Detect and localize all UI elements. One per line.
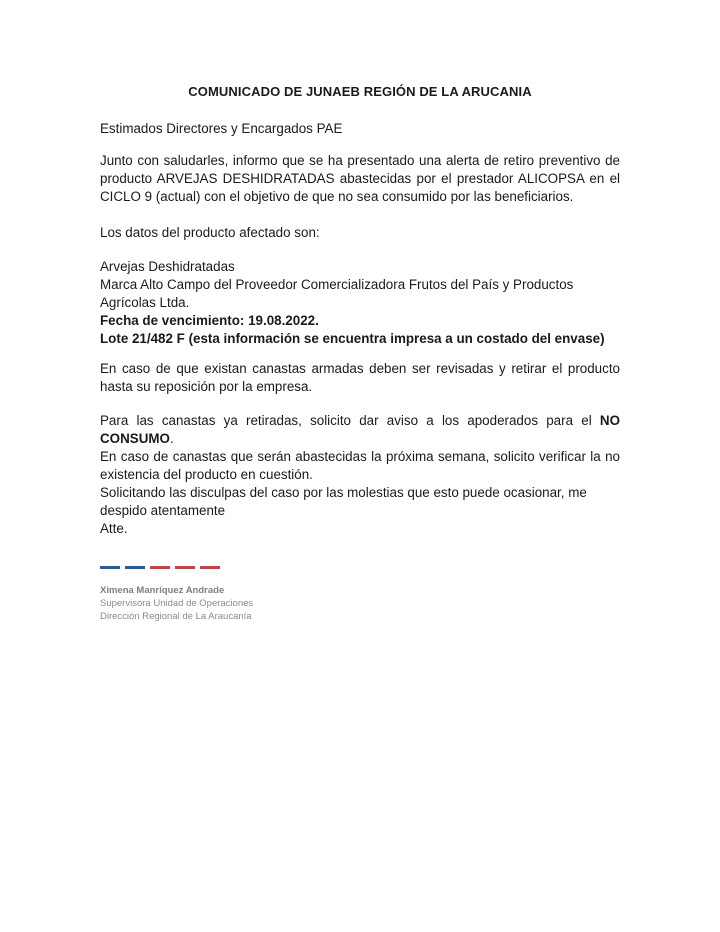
closing-atte: Atte. <box>100 521 128 536</box>
product-lot: Lote 21/482 F (esta información se encuentra impresa a un costado del envase) <box>100 331 605 346</box>
no-consumo-post: . <box>169 431 174 446</box>
signature-name: Ximena Manríquez Andrade <box>100 585 225 596</box>
flag-segment <box>200 566 220 569</box>
closing-apology: Solicitando las disculpas del caso por las molestias que esto puede ocasionar, me despido atentamente <box>100 485 587 518</box>
product-expiry: Fecha de vencimiento: 19.08.2022. <box>100 313 319 328</box>
greeting: Estimados Directores y Encargados PAE <box>100 121 343 136</box>
flag-segment <box>175 566 195 569</box>
retiradas-paragraph <box>100 412 620 484</box>
product-data-intro: Los datos del producto afectado son: <box>100 225 320 240</box>
flag-segment <box>125 566 145 569</box>
signature-block <box>100 584 253 623</box>
product-brand-line-1: Marca Alto Campo del Proveedor Comercializadora Frutos del País y Productos <box>100 277 574 292</box>
product-details <box>100 258 620 348</box>
no-consumo-line <box>100 412 620 448</box>
canastas-paragraph: En caso de que existan canastas armadas deben ser revisadas y retirar el producto hasta su reposición por la empresa. <box>100 361 620 394</box>
intro-paragraph: Junto con saludarles, informo que se ha presentado una alerta de retiro preventivo de producto ARVEJAS DESHIDRATADAS abastecidas por el prestador ALICOPSA en el CICLO 9 (actual) con el objetivo de que no sea consumido por las beneficiarios. <box>100 153 620 204</box>
next-week-text: En caso de canastas que serán abastecidas la próxima semana, solicito verificar la no existencia del producto en cuestión. <box>100 449 620 482</box>
flag-segment <box>150 566 170 569</box>
signature-office: Dirección Regional de La Araucanía <box>100 611 252 622</box>
flag-segment <box>100 566 120 569</box>
product-name: Arvejas Deshidratadas <box>100 259 235 274</box>
closing-paragraph <box>100 484 620 538</box>
no-consumo-pre: Para las canastas ya retiradas, solicito dar aviso a los apoderados para el <box>100 413 600 428</box>
signature-role: Supervisora Unidad de Operaciones <box>100 598 254 609</box>
document-title: COMUNICADO DE JUNAEB REGIÓN DE LA ARUCANIA <box>188 84 532 99</box>
product-brand-line-2: Agrícolas Ltda. <box>100 295 190 310</box>
no-consumo-bold: NO CONSUMO <box>100 413 620 446</box>
